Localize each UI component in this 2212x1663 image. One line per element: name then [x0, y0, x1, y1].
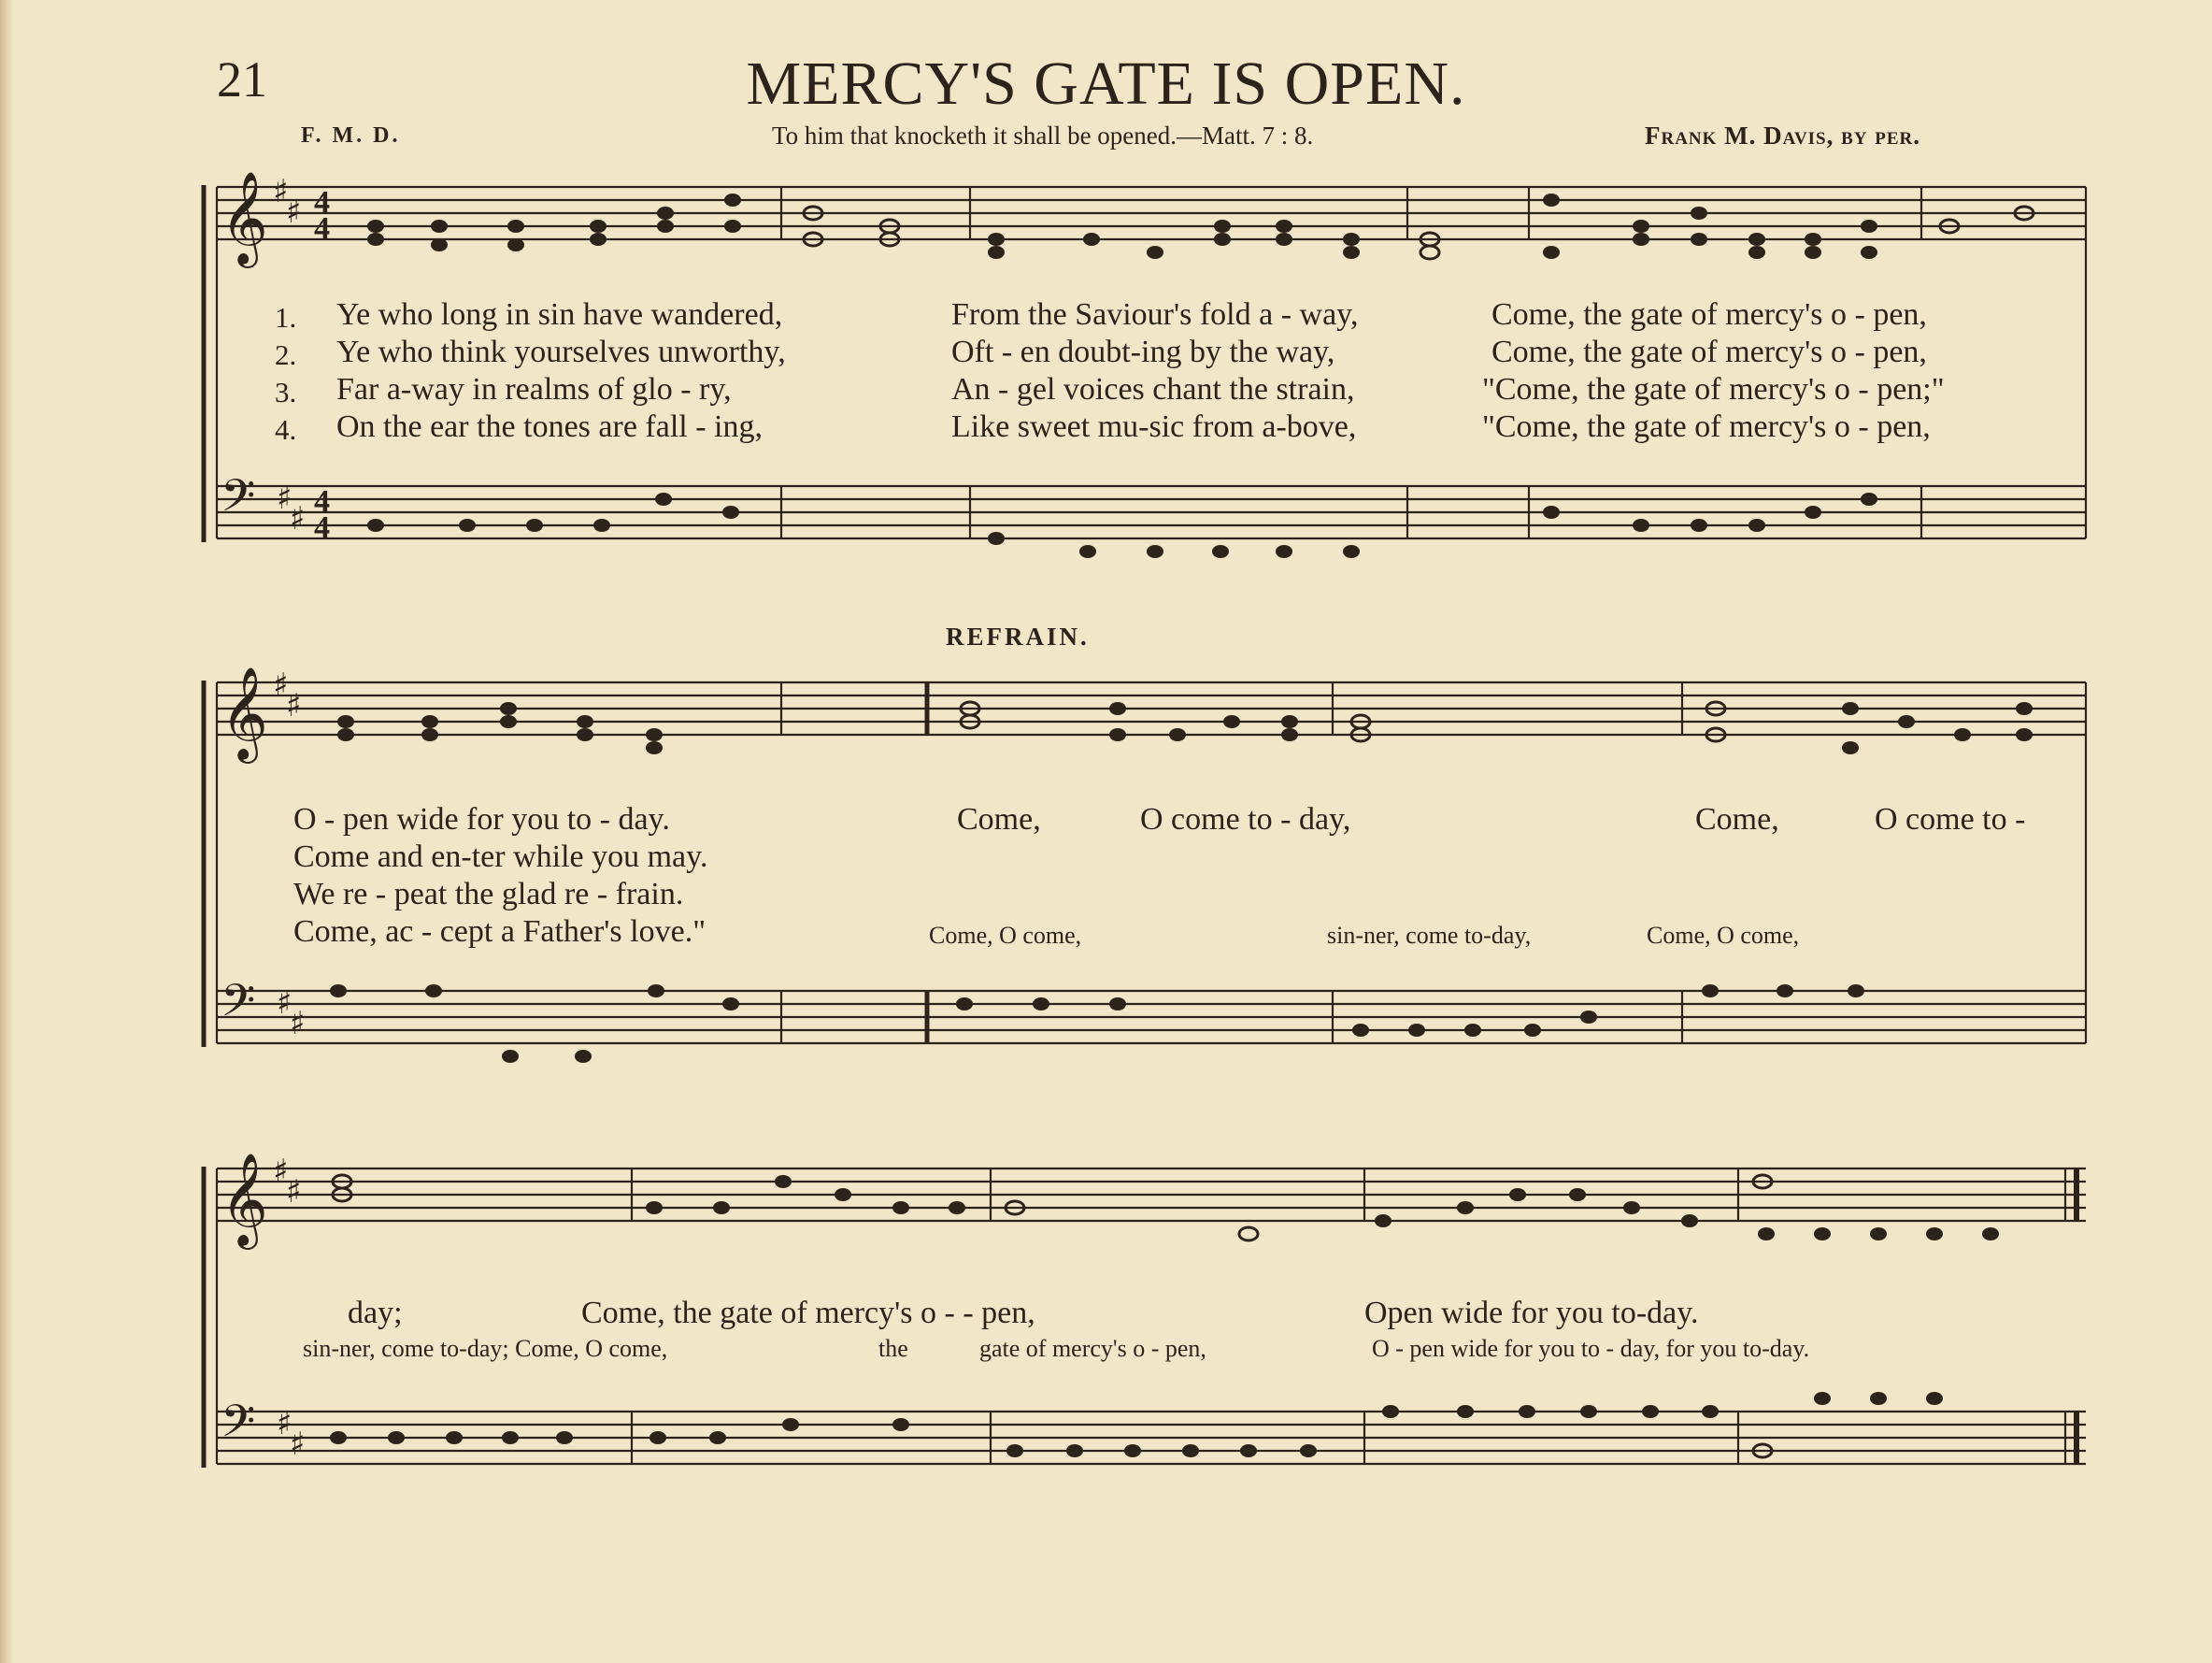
- svg-text:♯: ♯: [290, 1005, 306, 1042]
- bass-refrain-lyric: Come, O come,: [929, 922, 1082, 949]
- refrain-lyric: O come to -: [1875, 802, 2026, 837]
- verse-number: 4.: [275, 413, 297, 446]
- svg-text:4: 4: [314, 510, 330, 545]
- verse-lyric: O - pen wide for you to - day.: [293, 802, 670, 837]
- system3-treble-staff: [217, 1168, 2086, 1221]
- refrain-lyric: Come,: [957, 802, 1041, 837]
- svg-text:♯: ♯: [286, 194, 302, 231]
- verse-lyric: Ye who think yourselves unworthy,: [336, 335, 786, 369]
- treble-clef-icon: 𝄞: [221, 1153, 268, 1246]
- refrain-lyric: O come to - day,: [1140, 802, 1351, 837]
- verse-lyric: Far a-way in realms of glo - ry,: [336, 372, 732, 407]
- bass-refrain-lyric: Come, O come,: [1647, 922, 1800, 949]
- svg-text:♯: ♯: [277, 1405, 293, 1442]
- system3-bass-staff: [217, 1412, 2086, 1464]
- lyricist-credit: F. M. D.: [301, 123, 401, 148]
- treble-clef-icon: 𝄞: [221, 667, 268, 760]
- verse-number: 3.: [275, 376, 297, 409]
- verse-number: 1.: [275, 301, 297, 334]
- refrain-lyric: Come,: [1695, 802, 1779, 837]
- bass-clef-icon: 𝄢: [221, 1395, 256, 1458]
- svg-text:♯: ♯: [273, 1153, 289, 1190]
- svg-text:4: 4: [314, 484, 330, 519]
- time-signature-icon: [314, 185, 330, 545]
- bass-refrain-lyric: the: [878, 1335, 908, 1362]
- page-number: 21: [217, 51, 267, 108]
- refrain-lyric: day;: [348, 1296, 403, 1330]
- verse-lyric: On the ear the tones are fall - ing,: [336, 409, 763, 444]
- refrain-lyric: Come, the gate of mercy's o - - pen,: [581, 1296, 1035, 1330]
- svg-text:♯: ♯: [290, 1426, 306, 1463]
- scripture-reference: To him that knocketh it shall be opened.—Matt. 7 : 8.: [772, 122, 1314, 150]
- hymn-title: MERCY'S GATE IS OPEN.: [746, 50, 1466, 118]
- verse-lyric: Come, ac - cept a Father's love.": [293, 914, 706, 949]
- verse-lyric: Ye who long in sin have wandered,: [336, 297, 783, 332]
- system2-treble-staff: [217, 682, 2086, 735]
- refrain-lyric: Open wide for you to-day.: [1364, 1296, 1699, 1330]
- verse-lyric: An - gel voices chant the strain,: [951, 372, 1355, 407]
- composer-credit: Frank M. Davis, by per.: [1645, 122, 1921, 150]
- treble-clef-icon: 𝄞: [221, 171, 268, 265]
- bass-clef-icon: 𝄢: [221, 974, 256, 1038]
- verse-lyric: We re - peat the glad re - frain.: [293, 877, 684, 911]
- bass-refrain-lyric: sin-ner, come to-day,: [1327, 922, 1532, 949]
- verse-lyric: Like sweet mu-sic from a-bove,: [951, 409, 1357, 444]
- bass-refrain-lyric: sin-ner, come to-day; Come, O come,: [303, 1335, 668, 1362]
- svg-text:♯: ♯: [273, 667, 289, 704]
- verse-lyric: Come, the gate of mercy's o - pen,: [1491, 297, 1927, 332]
- system1-treble-staff: [217, 187, 2086, 239]
- bass-refrain-lyric: O - pen wide for you to - day, for you to-day.: [1372, 1335, 1810, 1362]
- svg-text:♯: ♯: [273, 173, 289, 210]
- svg-text:4: 4: [314, 211, 330, 246]
- svg-text:4: 4: [314, 185, 330, 220]
- refrain-label: REFRAIN.: [946, 623, 1090, 651]
- svg-text:♯: ♯: [286, 1173, 302, 1211]
- system2-bass-staff: [217, 991, 2086, 1043]
- bass-clef-icon: 𝄢: [221, 469, 256, 533]
- svg-text:♯: ♯: [277, 984, 293, 1022]
- svg-text:♯: ♯: [277, 480, 293, 517]
- verse-lyric: "Come, the gate of mercy's o - pen,: [1482, 409, 1931, 444]
- verse-lyric: Oft - en doubt-ing by the way,: [951, 335, 1335, 369]
- verse-number: 2.: [275, 338, 297, 371]
- svg-text:♯: ♯: [290, 500, 306, 538]
- verse-lyric: Come and en-ter while you may.: [293, 839, 708, 874]
- verse-lyric: "Come, the gate of mercy's o - pen;": [1482, 372, 1945, 407]
- svg-text:♯: ♯: [286, 687, 302, 724]
- bass-refrain-lyric: gate of mercy's o - pen,: [979, 1335, 1206, 1362]
- verse-lyric: Come, the gate of mercy's o - pen,: [1491, 335, 1927, 369]
- verse-lyric: From the Saviour's fold a - way,: [951, 297, 1359, 332]
